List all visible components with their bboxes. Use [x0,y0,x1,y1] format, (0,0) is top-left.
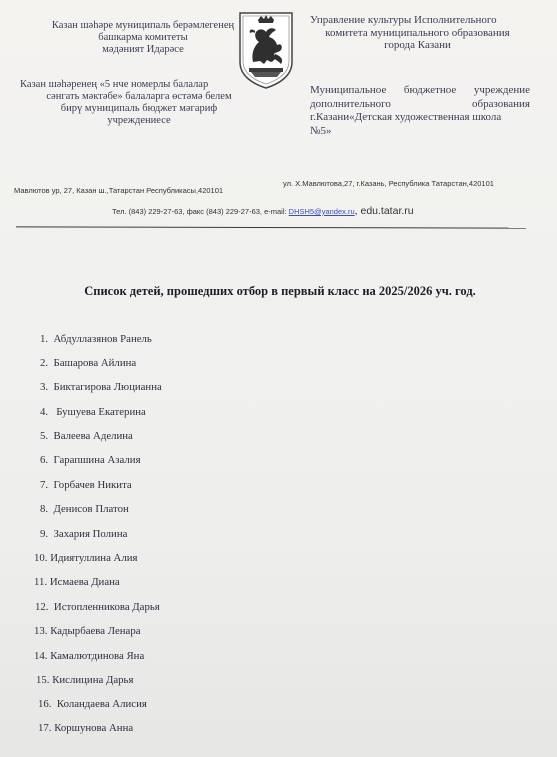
left-org-line: мәдәният Идарәсе [102,44,184,55]
left-org-block [18,20,268,56]
right-org-line: Управление культуры Исполнительного [310,14,497,26]
website-text: , edu.tatar.ru [354,205,414,217]
right-school-line: Муниципальное бюджетное учреждение [310,84,530,96]
list-item: 16. Коландаева Алисия [38,698,147,710]
right-org-line: комитета муниципального образования [325,26,510,39]
right-school-line: г.Казани«Детская художественная школа [310,111,502,123]
left-school-line: Казан шәһәренең «5 нче номерлы балалар [20,79,209,90]
left-school-line: сәнгать мәктәбе» балаларга өстәмә белем [46,91,232,102]
right-org-line: города Казани [384,39,451,51]
list-item: 14. Камалютдинова Яна [34,650,145,662]
list-item: 15. Кислицина Дарья [36,674,134,686]
left-org-line: башкарма комитеты [98,32,188,43]
list-item: 3. Биктагирова Люцианна [40,381,162,393]
list-item: 10. Идиятуллина Алия [34,552,138,564]
list-item: 17. Коршунова Анна [38,722,134,734]
left-org-line: Казан шәһәре муниципаль берәмлегенең [51,20,235,31]
right-school-block [310,84,530,138]
list-item: 6. Гарапшина Азалия [40,454,141,466]
left-school-line: учреждениесе [107,115,171,126]
contacts-line [112,205,414,217]
list-item: 4. Бушуева Екатерина [40,406,146,418]
list-item: 1. Абдуллазянов Ранель [40,333,152,345]
kazan-emblem-icon [237,10,295,90]
phone-fax-text: Тел. (843) 229-27-63, факс (843) 229-27-63, e-mail: [112,207,289,216]
address-tatar: Мавлютов ур, 27, Казан ш.,Татарстан Республикасы,420101 [14,186,224,195]
right-school-line: дополнительного образования [310,97,530,110]
list-item: 12. Истопленникова Дарья [35,601,160,613]
document-title: Список детей, прошедших отбор в первый класс на 2025/2026 уч. год. [84,284,476,298]
list-item: 11. Исмаева Диана [34,576,120,588]
list-item: 13. Кадырбаева Ленара [34,625,141,637]
header-divider [16,226,526,228]
left-school-line: бирү муниципаль бюджет мәгариф [60,103,218,114]
right-org-block [310,14,525,52]
list-item: 7. Горбачев Никита [40,479,132,491]
list-item: 5. Валеева Аделина [40,430,133,442]
list-item: 8. Денисов Платон [40,503,129,515]
list-item: 2. Башарова Айлина [40,357,137,369]
email-link[interactable]: DHSH5@yandex.ru [288,207,355,216]
list-item: 9. Захария Полина [40,528,128,540]
left-school-block [18,79,260,127]
right-school-line: №5» [310,124,332,137]
address-russian: ул. Х.Мавлютова,27, г.Казань, Республика Татарстан,420101 [283,179,494,188]
